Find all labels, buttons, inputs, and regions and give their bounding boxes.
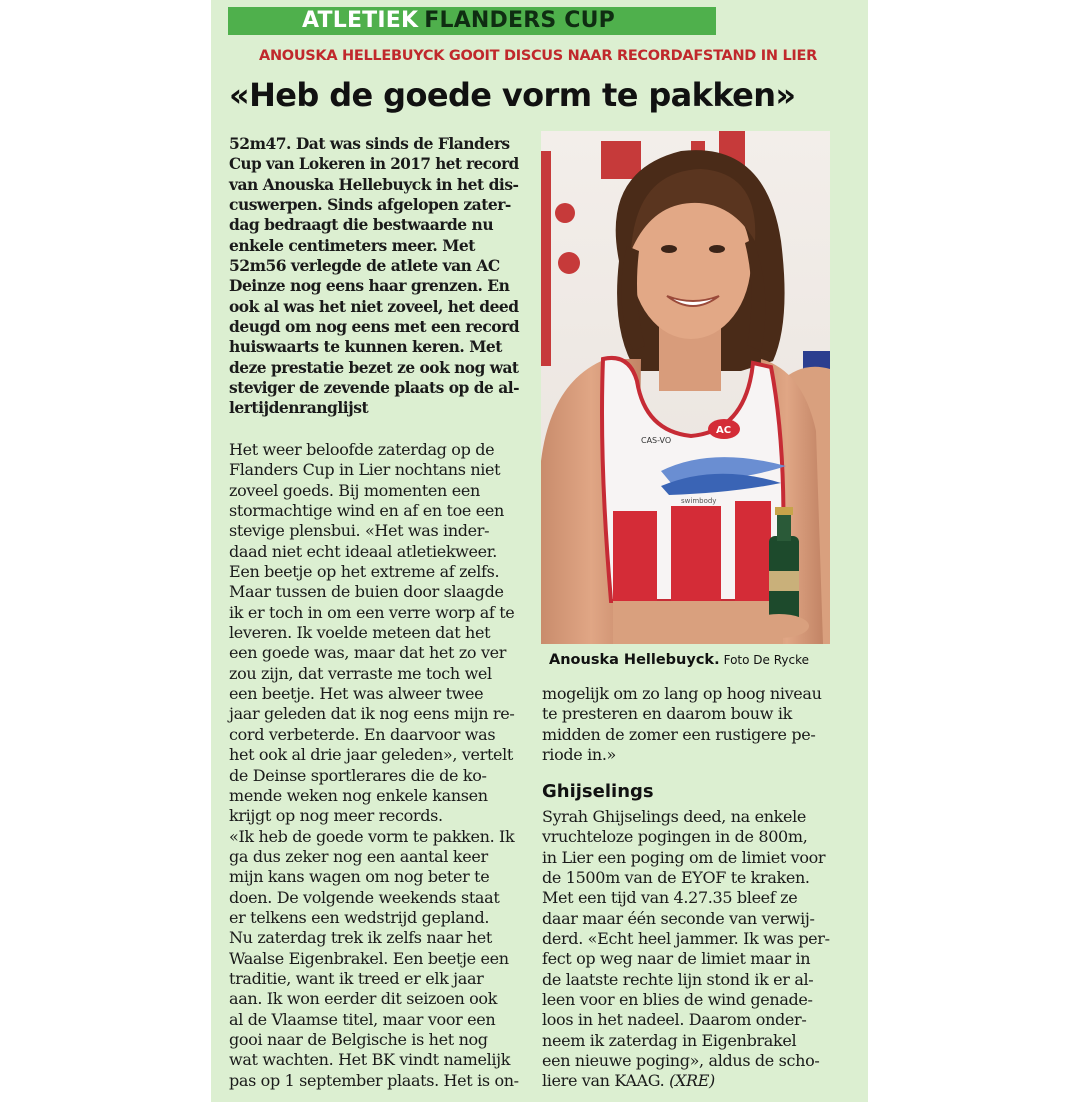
kicker-section: ATLETIEK [302,8,419,33]
text-line: Syrah Ghijselings deed, na enkele [542,807,806,826]
text-line: enkele centimeters meer. Met [229,235,475,255]
text-line: een beetje. Het was alweer twee [229,684,484,704]
author-signature: (XRE) [669,1071,715,1091]
text-line: traditie, want ik treed er elk jaar [229,968,484,988]
section-kicker [228,7,716,35]
text-line: pas op 1 september plaats. Het is on- [229,1070,519,1090]
article-subhead: ANOUSKA HELLEBUYCK GOOIT DISCUS NAAR RECORDAFSTAND IN LIER [259,48,817,64]
text-line: aan. Ik won eerder dit seizoen ook [229,989,498,1009]
body-column-right-top [542,684,832,765]
text-line: fect op weg naar de limiet maar in [542,949,811,969]
jersey-ac-text: AC [716,425,732,436]
jersey-sponsor-text: CAS-VO [641,436,672,445]
text-line: mende weken nog enkele kansen [229,785,488,805]
text-line: mijn kans wagen om nog beter te [229,867,490,887]
text-line: een goede was, maar dat het zo ver [229,643,507,663]
text-line: het ook al drie jaar geleden», vertelt [229,745,513,765]
text-line: een nieuwe poging», aldus de scho- [542,1051,820,1071]
caption-credit: Foto De Rycke [723,653,809,667]
text-line: midden de zomer een rustigere pe- [542,724,816,744]
text-line: krijgt op nog meer records. [229,806,443,826]
text-line [542,1071,832,1091]
text-line: gooi naar de Belgische is het nog [229,1029,488,1049]
lead-paragraph [229,134,519,419]
caption-name: Anouska Hellebuyck. [549,652,720,668]
text-line: van Anouska Hellebuyck in het dis- [229,174,519,194]
text-line: riode in.» [542,745,616,765]
body-column-left [229,440,519,1091]
text-line: er telkens een wedstrijd gepland. [229,907,490,927]
text-line: de Deinse sportlerares die de ko- [229,765,487,785]
text-line: vruchteloze pogingen in de 800m, [542,827,808,847]
jersey-brand-text: swimbody [681,497,717,505]
text-line: stevige plensbui. «Het was inder- [229,521,490,541]
text-line: te presteren en daarom bouw ik [542,704,792,724]
athlete-photo [541,131,830,644]
text-line: Nu zaterdag trek ik zelfs naar het [229,928,492,948]
text-line: leen voor en blies de wind genade- [542,990,813,1010]
text-line: Cup van Lokeren in 2017 het record [229,154,519,174]
text-line: Maar tussen de buien door slaagde [229,582,504,602]
text-line: huiswaarts te kunnen keren. Met [229,337,502,357]
text-line: deugd om nog eens met een record [229,317,520,337]
text-line: doen. De volgende weekends staat [229,887,500,907]
text-line: de 1500m van de EYOF te kraken. [542,868,810,888]
text-line: zou zijn, dat verraste me toch wel [229,663,492,683]
text-line: steviger de zevende plaats op de al- [229,378,520,398]
text-line: wat wachten. Het BK vindt namelijk [229,1050,511,1070]
last-line-text: liere van KAAG. [542,1071,665,1091]
text-line: ook al was het niet zoveel, het deed [229,296,519,316]
body-column-right-bottom [542,807,832,1092]
text-line: dag bedraagt die bestwaarde nu [229,215,494,235]
text-line: mogelijk om zo lang op hoog niveau [542,684,822,703]
text-line: 52m47. Dat was sinds de Flanders [229,134,510,153]
text-line: loos in het nadeel. Daarom onder- [542,1010,807,1030]
text-line: de laatste rechte lijn stond ik er al- [542,969,814,989]
text-line: jaar geleden dat ik nog eens mijn re- [229,704,515,724]
text-line: neem ik zaterdag in Eigenbrakel [542,1030,797,1050]
text-line: deze prestatie bezet ze ook nog wat [229,357,519,377]
text-line: in Lier een poging om de limiet voor [542,847,826,867]
text-line: Flanders Cup in Lier nochtans niet [229,460,501,480]
text-line: Met een tijd van 4.27.35 bleef ze [542,888,798,908]
kicker-event: FLANDERS CUP [424,8,616,33]
text-line: «Ik heb de goede vorm te pakken. Ik [229,826,515,846]
text-line: stormachtige wind en af en toe een [229,501,504,521]
text-line: ik er toch in om een verre worp af te [229,602,515,622]
text-line: derd. «Echt heel jammer. Ik was per- [542,929,830,949]
text-line: Deinze nog eens haar grenzen. En [229,276,510,296]
section-subheading: Ghijselings [542,781,654,802]
article-headline: «Heb de goede vorm te pakken» [229,76,796,114]
text-line: ga dus zeker nog een aantal keer [229,846,488,866]
photo-caption [549,649,809,668]
text-line: lertijdenranglijst [229,398,369,418]
text-line: zoveel goeds. Bij momenten een [229,480,480,500]
text-line: daar maar één seconde van verwij- [542,908,815,928]
text-line: cord verbeterde. En daarvoor was [229,724,496,744]
text-line: daad niet echt ideaal atletiekweer. [229,541,498,561]
text-line: Het weer beloofde zaterdag op de [229,440,495,459]
text-line: al de Vlaamse titel, maar voor een [229,1009,496,1029]
text-line: Waalse Eigenbrakel. Een beetje een [229,948,509,968]
text-line: leveren. Ik voelde meteen dat het [229,623,491,643]
text-line: cuswerpen. Sinds afgelopen zater- [229,195,511,215]
text-line: 52m56 verlegde de atlete van AC [229,256,500,276]
text-line: Een beetje op het extreme af zelfs. [229,562,500,582]
